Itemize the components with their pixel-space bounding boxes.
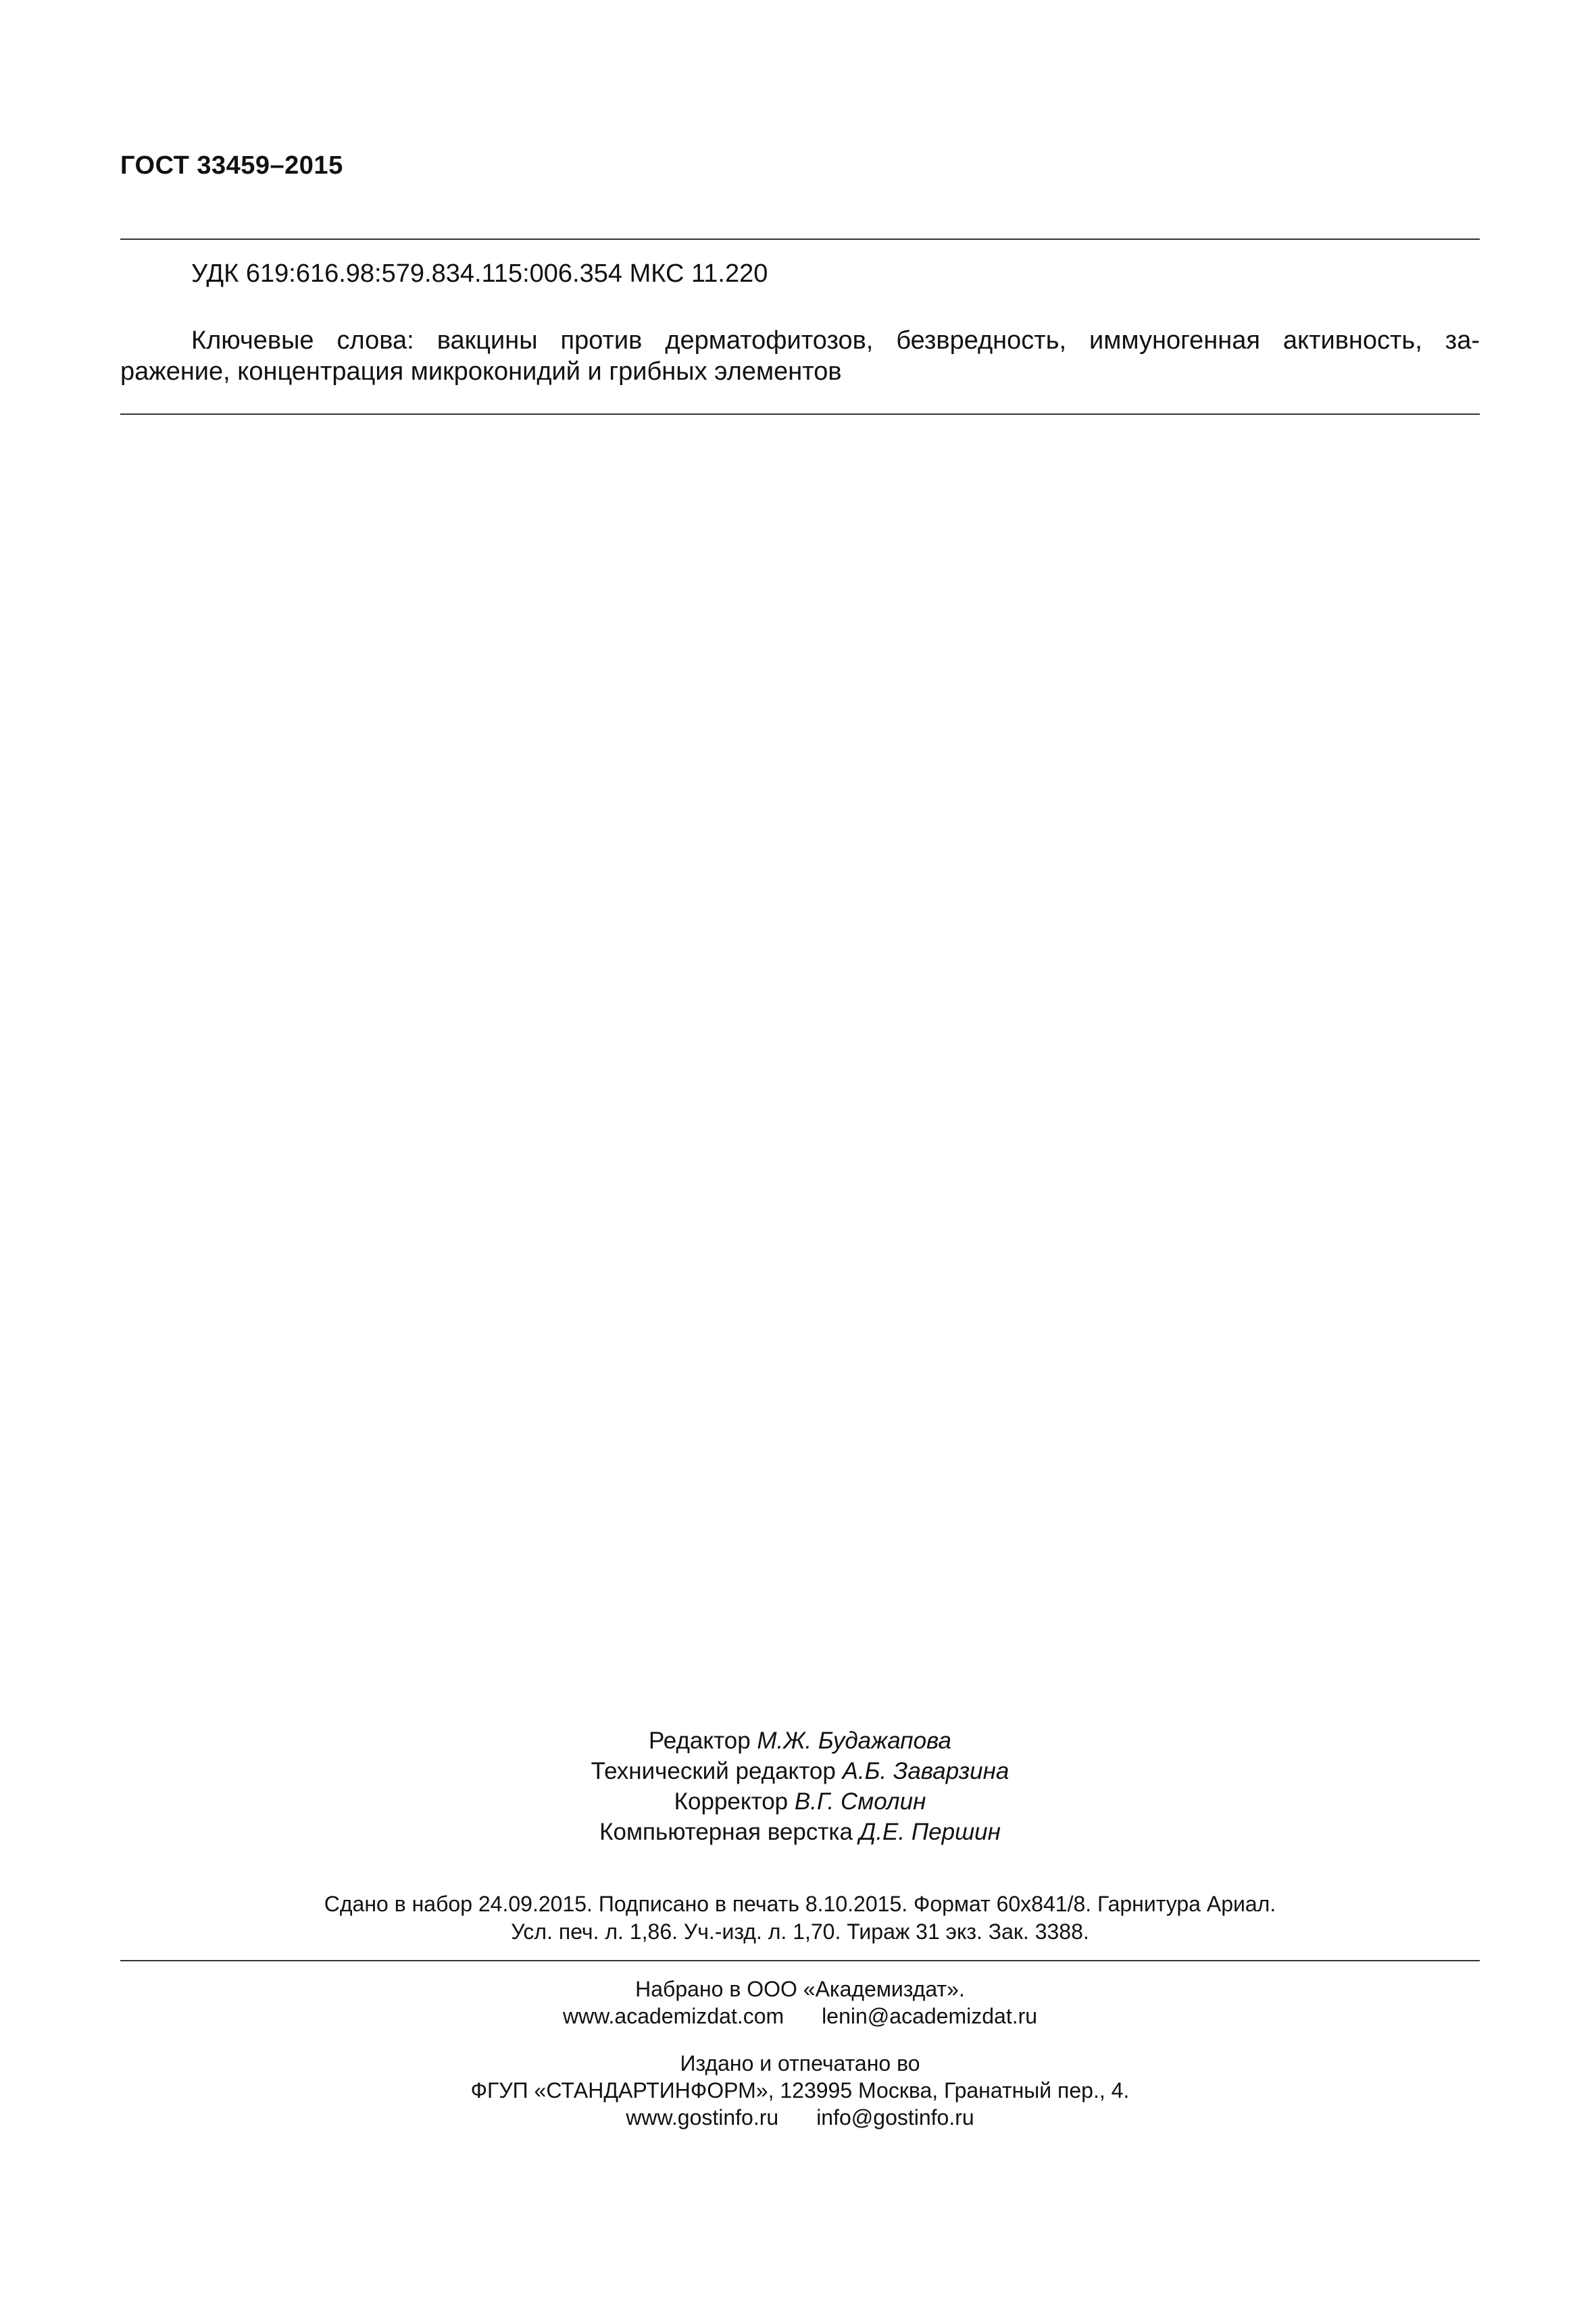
keywords-divider xyxy=(120,413,1480,415)
typeset-website-link[interactable]: www.academizdat.com xyxy=(562,2004,784,2028)
keywords-line-2: ражение, концентрация микроконидий и грибных элементов xyxy=(120,357,842,386)
tech-editor-label: Технический редактор xyxy=(591,1758,836,1784)
typeset-line-1: Набрано в ООО «Академиздат». xyxy=(635,1977,965,2001)
keywords-paragraph xyxy=(120,325,1480,387)
publisher-info xyxy=(120,2050,1480,2131)
tech-editor-name: А.Б. Заварзина xyxy=(842,1758,1009,1784)
printing-info xyxy=(120,1890,1480,1946)
keywords-line-1: Ключевые слова: вакцины против дерматофитозов, безвредность, иммуногенная активность, за- xyxy=(191,326,1480,355)
typeset-info xyxy=(120,1976,1480,2030)
typeset-email-link[interactable]: lenin@academizdat.ru xyxy=(822,2004,1038,2028)
editor-name: М.Ж. Будажапова xyxy=(757,1728,951,1754)
publisher-line-2: ФГУП «СТАНДАРТИНФОРМ», 123995 Москва, Гранатный пер., 4. xyxy=(470,2078,1130,2103)
udc-classification: УДК 619:616.98:579.834.115:006.354 МКС 11.220 xyxy=(191,259,768,288)
imprint-divider xyxy=(120,1960,1480,1961)
layout-label: Компьютерная верстка xyxy=(599,1819,853,1845)
tech-editor-credit xyxy=(120,1756,1480,1786)
layout-name: Д.Е. Першин xyxy=(859,1819,1001,1845)
publisher-contacts xyxy=(120,2104,1480,2131)
corrector-credit xyxy=(120,1786,1480,1817)
printing-line-2: Усл. печ. л. 1,86. Уч.-изд. л. 1,70. Тираж 31 экз. Зак. 3388. xyxy=(511,1919,1089,1944)
editor-label: Редактор xyxy=(649,1728,751,1754)
typeset-contacts xyxy=(120,2003,1480,2030)
credits-block xyxy=(120,1726,1480,1847)
top-divider xyxy=(120,238,1480,240)
publisher-website-link[interactable]: www.gostinfo.ru xyxy=(626,2105,779,2130)
printing-line-1: Сдано в набор 24.09.2015. Подписано в печать 8.10.2015. Формат 60х841/8. Гарнитура Ариал. xyxy=(324,1892,1276,1916)
publisher-email-link[interactable]: info@gostinfo.ru xyxy=(816,2105,974,2130)
corrector-label: Корректор xyxy=(674,1788,789,1815)
layout-credit xyxy=(120,1817,1480,1847)
editor-credit xyxy=(120,1726,1480,1756)
publisher-line-1: Издано и отпечатано во xyxy=(680,2051,920,2076)
standard-code: ГОСТ 33459–2015 xyxy=(120,151,343,180)
corrector-name: В.Г. Смолин xyxy=(794,1788,926,1815)
